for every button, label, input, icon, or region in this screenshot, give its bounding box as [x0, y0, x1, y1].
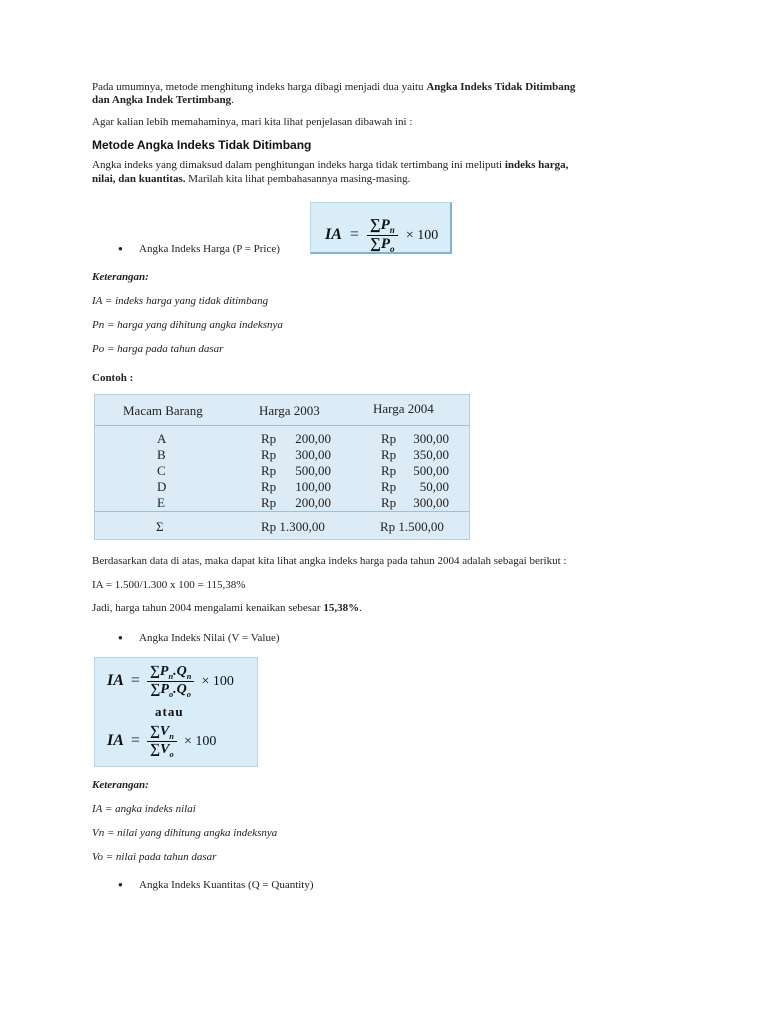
formula-value-lhs-2: IA [107, 731, 124, 749]
para1-text-2: Marilah kita lihat pembahasannya masing-masing. [185, 173, 411, 185]
formula-value-mult: × 100 [201, 673, 234, 689]
fv-num2: .Q [173, 664, 187, 679]
keterangan-line: IA = angka indeks nilai [92, 803, 196, 815]
table-cur: Rp [381, 479, 397, 494]
table-cur: Rp [381, 447, 397, 462]
table-item: B [157, 447, 166, 462]
table-cur: Rp [381, 463, 397, 478]
result-end: . [359, 602, 362, 614]
intro-bold-term: Angka Indeks Tidak Ditimbang [426, 81, 576, 93]
bullet-price: Angka Indeks Harga (P = Price) [139, 243, 280, 255]
price-table: Macam Barang Harga 2003 Harga 2004 A Rp 200,00 Rp 300,00 B Rp 300,00 Rp 350,00 C Rp 500,00 Rp 500,00 D Rp 100,00 Rp 50,00 E Rp 200,00 Rp 300,00 Σ Rp 1.300,00 Rp 1.500,00 [94, 394, 470, 540]
result-line3 [92, 601, 362, 615]
table-cur: Rp [261, 479, 277, 494]
keterangan-line: Vo = nilai pada tahun dasar [92, 851, 217, 863]
formula-lhs: IA [325, 226, 342, 244]
formula-numerator: ∑P [369, 217, 390, 233]
bullet-dot-icon: ● [118, 880, 123, 889]
intro-paragraph-line2 [92, 93, 234, 107]
formula-value-eq-2: = [130, 731, 140, 749]
fv-den3-sub: o [169, 749, 174, 759]
table-item: C [157, 463, 166, 478]
fv-den1-sub: o [168, 689, 174, 699]
formula-den-sub: o [390, 244, 395, 254]
result-line1: Berdasarkan data di atas, maka dapat kita lihat angka indeks harga pada tahun 2004 adalah sebagai berikut : [92, 555, 567, 567]
fv-den2-sub: o [186, 689, 191, 699]
table-sum-divider [95, 511, 469, 512]
table-sum-value: Rp 1.500,00 [380, 519, 444, 534]
fv-den2: .Q [173, 681, 187, 697]
intro-text: Pada umumnya, metode menghitung indeks harga dibagi menjadi dua yaitu [92, 81, 427, 93]
bullet-value: Angka Indeks Nilai (V = Value) [139, 632, 280, 644]
intro-paragraph [92, 80, 575, 94]
section-heading: Metode Angka Indeks Tidak Ditimbang [92, 138, 312, 152]
table-cur: Rp [261, 431, 277, 446]
table-cur: Rp [261, 447, 277, 462]
contoh-label: Contoh : [92, 372, 134, 384]
fv-num2-sub: n [186, 671, 192, 681]
formula-value-lhs: IA [107, 671, 124, 689]
result-percent: 15,38% [323, 602, 360, 614]
formula-eq: = [349, 226, 359, 244]
fv-den3: ∑V [150, 741, 170, 757]
fv-num1: ∑P [149, 664, 169, 679]
keterangan-line: Vn = nilai yang dihitung angka indeksnya [92, 827, 278, 839]
formula-value-mult-2: × 100 [183, 733, 217, 749]
table-header-cell: Harga 2004 [373, 401, 434, 416]
formula-atau: atau [155, 704, 184, 719]
formula-mult: × 100 [405, 228, 439, 244]
formula-value-fraction [147, 664, 195, 699]
table-item: A [157, 431, 167, 446]
table-header-cell: Harga 2003 [259, 403, 320, 418]
intro-end: . [231, 94, 234, 106]
intro2-text: Agar kalian lebih memahaminya, mari kita lihat penjelasan dibawah ini : [92, 116, 413, 128]
table-item: E [157, 495, 165, 510]
para1-bold: indeks harga, [504, 159, 569, 171]
keterangan-line: Pn = harga yang dihitung angka indeksnya [92, 319, 283, 331]
keterangan-title-2: Keterangan: [92, 779, 149, 791]
fv-num3-sub: n [169, 731, 174, 741]
formula-value-eq: = [130, 671, 140, 689]
keterangan-line: IA = indeks harga yang tidak ditimbang [92, 295, 269, 307]
para1-bold-2: nilai, dan kuantitas. [92, 173, 186, 185]
result-text: Jadi, harga tahun 2004 mengalami kenaikan sebesar [92, 602, 324, 614]
para1-line1 [92, 158, 568, 172]
table-sum-symbol: Σ [156, 519, 164, 534]
table-cur: Rp [261, 463, 277, 478]
table-cur: Rp [261, 495, 277, 510]
table-cur: Rp [381, 495, 397, 510]
formula-value-box [94, 657, 258, 767]
table-cur: Rp [381, 431, 397, 446]
table-item: D [157, 479, 167, 494]
formula-fraction [367, 217, 398, 254]
bullet-dot-icon: ● [118, 633, 123, 642]
formula-price-box [310, 202, 452, 254]
fv-num3: ∑V [149, 724, 170, 739]
intro-bold-term-2: dan Angka Indek Tertimbang [92, 94, 232, 106]
formula-num-sub: n [389, 225, 395, 235]
bullet-quantity: Angka Indeks Kuantitas (Q = Quantity) [139, 879, 314, 891]
table-header-cell: Macam Barang [123, 403, 203, 418]
bullet-dot-icon: ● [118, 244, 123, 253]
result-line2: IA = 1.500/1.300 x 100 = 115,38% [92, 579, 246, 591]
para1-text: Angka indeks yang dimaksud dalam penghitungan indeks harga tidak tertimbang ini meliputi [92, 159, 505, 171]
para1-line2 [92, 172, 410, 186]
fv-den1: ∑P [150, 681, 169, 697]
table-sum-value: Rp 1.300,00 [261, 519, 325, 534]
keterangan-title: Keterangan: [92, 271, 149, 283]
keterangan-line: Po = harga pada tahun dasar [92, 343, 224, 355]
formula-value-fraction-2 [147, 724, 177, 759]
formula-denominator: ∑P [370, 236, 391, 252]
fv-num1-sub: n [168, 671, 174, 681]
